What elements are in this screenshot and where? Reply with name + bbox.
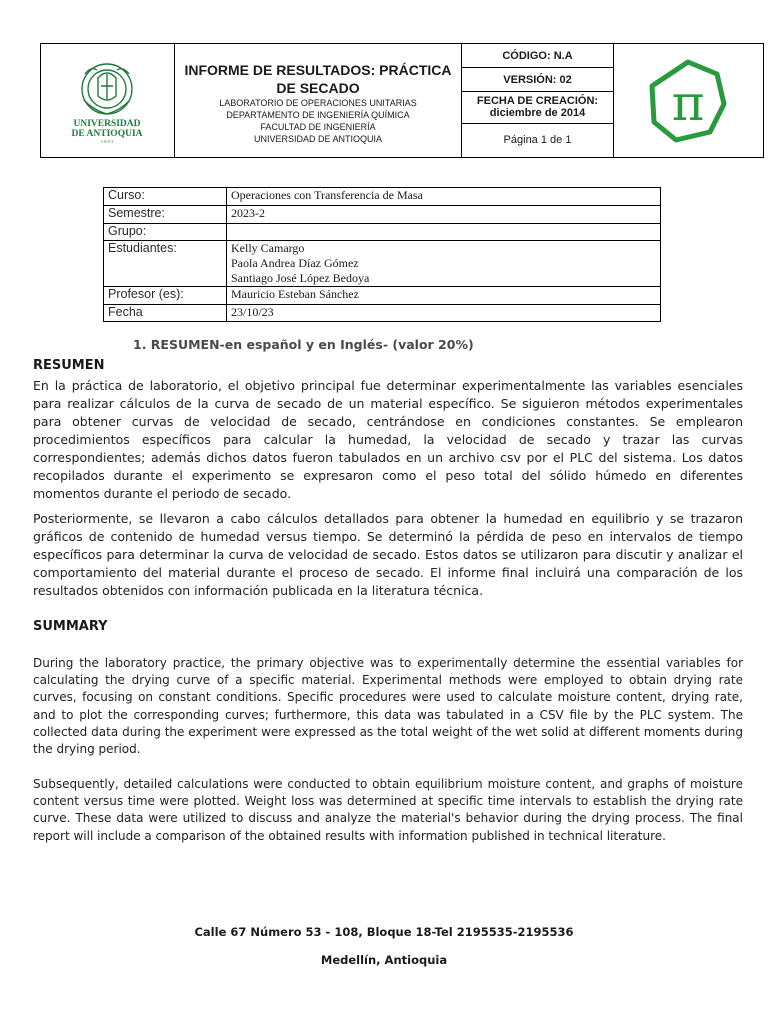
student-name: Paola Andrea Díaz Gómez: [231, 256, 359, 270]
udea-logo-line1: UNIVERSIDAD: [73, 119, 141, 129]
footer-address: Calle 67 Número 53 - 108, Bloque 18-Tel 2195535-2195536: [194, 925, 574, 939]
pi-symbol: π: [671, 74, 705, 132]
fecha-label: Fecha: [104, 305, 227, 322]
fecha-value: 23/10/23: [227, 305, 661, 322]
header-subtitle-lab: LABORATORIO DE OPERACIONES UNITARIAS: [219, 98, 417, 108]
curso-value: Operaciones con Transferencia de Masa: [227, 188, 661, 206]
document-version: VERSIÓN: 02: [462, 68, 613, 92]
pi-logo: [614, 44, 763, 157]
semestre-label: Semestre:: [104, 206, 227, 224]
resumen-paragraph-2: Posteriormente, se llevaron a cabo cálculos detallados para obtener la humedad en equilibrio y se trazaron gráficos de contenido de humedad versus tiempo. Se determinó la pérdida de peso en intervalos de tiempo específicos para determinar la curva de velocidad de secado. Estos datos se utilizaron para discutir y analizar el comportamiento del material durante el proceso de secado. El informe final incluirá una comparación de los resultados obtenidos con información publicada en la literatura técnica.: [33, 511, 743, 598]
resumen-heading: RESUMEN: [33, 358, 105, 373]
curso-label: Curso:: [104, 188, 227, 206]
report-title: INFORME DE RESULTADOS: PRÁCTICA DE SECADO: [184, 62, 452, 96]
creation-date-block: [462, 92, 613, 124]
grupo-value: [227, 224, 661, 241]
summary-heading: SUMMARY: [33, 619, 108, 634]
creation-date-label: FECHA DE CREACIÓN:: [476, 95, 599, 107]
document-header: [40, 43, 764, 158]
pi-logo-icon: [614, 44, 763, 157]
semestre-value: 2023-2: [227, 206, 661, 224]
udea-logo-line2: DE ANTIOQUIA: [71, 129, 143, 139]
udea-logo-year: 1 8 0 3: [100, 139, 114, 144]
course-info-table: [103, 187, 661, 322]
header-subtitle-dept: DEPARTAMENTO DE INGENIERÍA QUÍMICA: [226, 110, 410, 120]
page-number: Página 1 de 1: [503, 134, 572, 146]
udea-crest-icon: [41, 44, 175, 157]
header-meta: [462, 44, 614, 157]
udea-logo: [41, 44, 175, 157]
summary-paragraph-2: Subsequently, detailed calculations were conducted to obtain equilibrium moisture content, and graphs of moisture content versus time were plotted. Weight loss was determined at specific time intervals to establish the drying rate curve. These data were utilized to discuss and analyze the material's behavior during the drying process. The final report will include a comparison of the obtained results with information published in technical literature.: [33, 777, 743, 843]
estudiantes-value: [227, 241, 661, 287]
student-name: Kelly Camargo: [231, 241, 305, 255]
info-row-profesor: [104, 287, 661, 305]
student-name: Santiago José López Bedoya: [231, 271, 370, 285]
info-row-estudiantes: [104, 241, 661, 287]
grupo-label: Grupo:: [104, 224, 227, 241]
header-title-block: [175, 44, 462, 157]
resumen-paragraph-1: En la práctica de laboratorio, el objetivo principal fue determinar experimentalmente las variables esenciales para realizar cálculos de la curva de secado de un material específico. Se siguieron métodos experimentales para obtener curvas de velocidad de secado, centrándose en condiciones constantes. Se emplearon procedimientos específicos para calcular la humedad, la velocidad de secado y trazar las curvas correspondientes; además dichos datos fueron tabulados en un archivo csv por el PLC del sistema. Los datos recopilados durante el experimento se expresaron como el peso total del sólido húmedo en diferentes momentos durante el periodo de secado.: [33, 378, 743, 501]
header-subtitle-faculty: FACULTAD DE INGENIERÍA: [260, 122, 376, 132]
creation-date-value: diciembre de 2014: [489, 107, 586, 119]
info-row-curso: [104, 188, 661, 206]
summary-paragraph-1: During the laboratory practice, the primary objective was to experimentally determine the essential variables for calculating the drying curve of a specific material. Experimental methods were employed to obtain drying rate curves, focusing on constant conditions. Specific procedures were used to calculate moisture content, drying rate, and to plot the corresponding curves; furthermore, this data was tabulated in a CSV file by the PLC system. The collected data during the experiment were expressed as the total weight of the wet solid at different moments during the drying period.: [33, 656, 743, 757]
document-code: CÓDIGO: N.A: [462, 44, 613, 68]
footer-city: Medellín, Antioquia: [320, 953, 448, 967]
info-row-fecha: [104, 305, 661, 322]
estudiantes-label: Estudiantes:: [104, 241, 227, 287]
info-row-semestre: [104, 206, 661, 224]
info-row-grupo: [104, 224, 661, 241]
profesor-label: Profesor (es):: [104, 287, 227, 305]
section-1-heading: 1. RESUMEN-en español y en Inglés- (valor 20%): [133, 337, 474, 352]
header-subtitle-university: UNIVERSIDAD DE ANTIOQUIA: [253, 134, 383, 144]
profesor-value: Mauricio Esteban Sánchez: [227, 287, 661, 305]
